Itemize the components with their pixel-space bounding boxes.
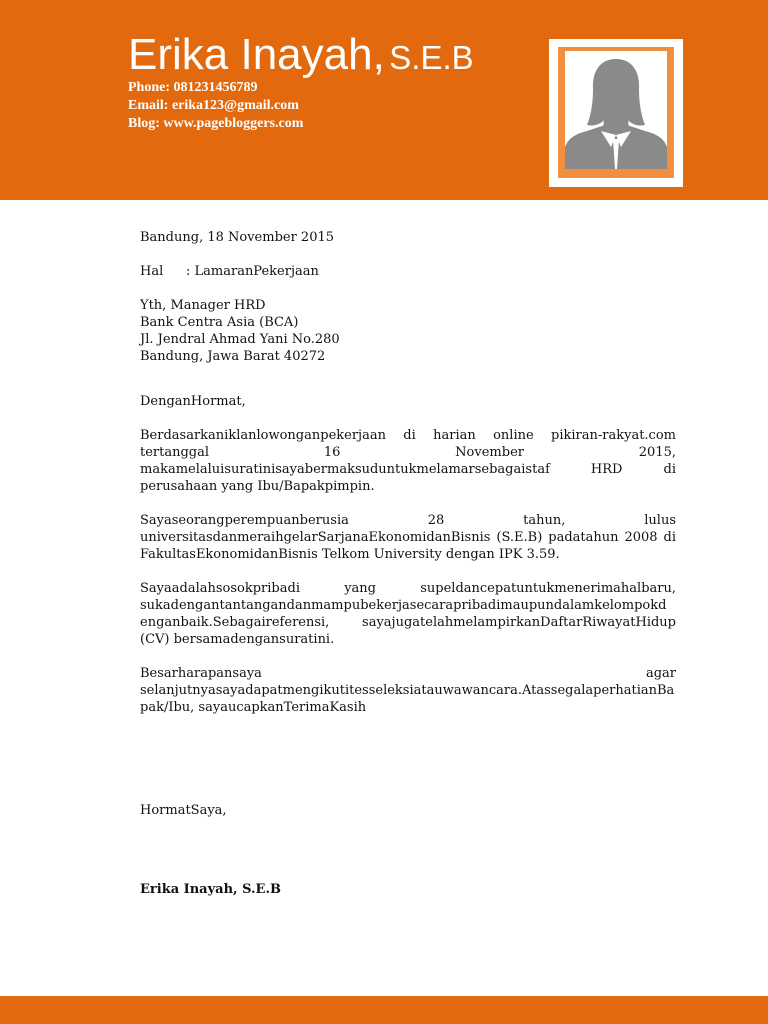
person-silhouette-icon <box>565 51 667 169</box>
blog-text: Blog: www.pagebloggers.com <box>128 116 304 131</box>
footer-bar <box>0 996 768 1024</box>
body-paragraph: Sayaadalahsosokpribadi yang supeldancepatuntukmenerimahalbaru, sukadengantantangandanmampubekerjasecarapribadimaupundalamkelompokd enganbaik.Sebagaireferensi, sayajugatelahmelampirkanDaftarRiwayatHidup (CV) bersamadengansuratini. <box>140 581 676 647</box>
recipient-line: Bandung, Jawa Barat 40272 <box>140 349 326 364</box>
photo-border <box>558 47 674 178</box>
contact-block <box>128 79 303 133</box>
greeting: DenganHormat, <box>140 394 246 409</box>
applicant-name-heading <box>128 30 474 80</box>
place-date: Bandung, 18 November 2015 <box>140 230 335 245</box>
signature-name: Erika Inayah, S.E.B <box>140 882 281 897</box>
closing: HormatSaya, <box>140 803 227 818</box>
phone-text: Phone: 081231456789 <box>128 80 258 95</box>
header-banner <box>0 0 768 200</box>
recipient-line: Bank Centra Asia (BCA) <box>140 315 299 330</box>
subject-label: Hal <box>140 264 164 279</box>
applicant-name: Erika Inayah, <box>128 30 385 79</box>
body-paragraph: Berdasarkaniklanlowonganpekerjaan di harian online pikiran-rakyat.com tertanggal 16 November 2015, makamelaluisuratinisayabermaksuduntukmelamarsebagaistaf HRD di perusahaan yang Ibu/Bapakpimpin. <box>140 428 676 494</box>
email-text: Email: erika123@gmail.com <box>128 98 299 113</box>
subject-value: : LamaranPekerjaan <box>186 264 319 279</box>
recipient-line: Jl. Jendral Ahmad Yani No.280 <box>140 332 340 347</box>
body-paragraph: Besarharapansaya agar selanjutnyasayadapatmengikutitesseleksiatauwawancara.AtassegalaperhatianBa pak/Ibu, sayaucapkanTerimaKasih <box>140 666 676 715</box>
body-paragraph: Sayaseorangperempuanberusia 28 tahun, lulus universitasdanmeraihgelarSarjanaEkonomidanBisnis (S.E.B) padatahun 2008 di FakultasEkonomidanBisnis Telkom University dengan IPK 3.59. <box>140 513 676 562</box>
subject-line <box>140 263 676 280</box>
photo-frame <box>549 39 683 187</box>
recipient-line: Yth, Manager HRD <box>140 298 266 313</box>
letter-body <box>140 229 676 898</box>
applicant-degree: S.E.B <box>389 39 474 76</box>
